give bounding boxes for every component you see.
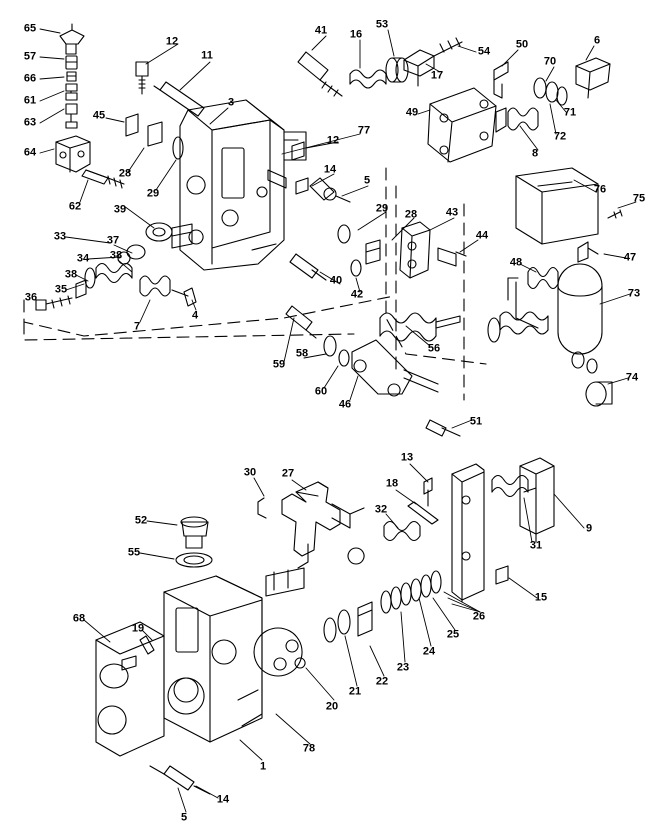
part-group-lower-linkage (258, 458, 554, 602)
callout-45: 45 (92, 109, 106, 122)
part-group-lever-spring (286, 306, 460, 436)
callout-13: 13 (400, 451, 414, 464)
callout-32: 32 (374, 503, 388, 516)
callout-17: 17 (430, 69, 444, 82)
callout-78: 78 (302, 742, 316, 755)
callout-29b: 29 (375, 202, 389, 215)
callout-65: 65 (23, 22, 37, 35)
callout-6: 6 (593, 34, 601, 47)
callout-37: 37 (106, 234, 120, 247)
callout-7: 7 (133, 320, 141, 333)
callout-5b: 5 (180, 811, 188, 824)
callout-52: 52 (134, 514, 148, 527)
callout-58: 58 (295, 347, 309, 360)
callout-16: 16 (349, 28, 363, 41)
callout-36: 36 (24, 291, 38, 304)
callout-73: 73 (627, 287, 641, 300)
part-group-upper-left (56, 24, 124, 188)
part-group-mid-right (290, 222, 466, 280)
callout-74: 74 (625, 371, 639, 384)
part-group-housing-right-small (292, 142, 350, 202)
callout-43: 43 (445, 206, 459, 219)
callout-24: 24 (422, 645, 436, 658)
callout-60: 60 (314, 385, 328, 398)
callout-22: 22 (375, 675, 389, 688)
callout-21: 21 (348, 685, 362, 698)
reference-dashed-lines (24, 168, 489, 400)
callout-38b: 38 (64, 268, 78, 281)
callout-70: 70 (543, 55, 557, 68)
callout-63: 63 (23, 116, 37, 129)
callout-72: 72 (553, 130, 567, 143)
callout-14b: 14 (216, 793, 230, 806)
callout-54: 54 (477, 45, 491, 58)
callout-51: 51 (469, 415, 483, 428)
callout-8: 8 (531, 147, 539, 160)
callout-9: 9 (585, 522, 593, 535)
part-group-top-shafts (298, 38, 462, 96)
callout-28: 28 (118, 167, 132, 180)
callout-44: 44 (475, 229, 489, 242)
callout-41: 41 (314, 24, 328, 37)
callout-12: 12 (165, 35, 179, 48)
part-group-washers-left (126, 114, 183, 159)
callout-56: 56 (427, 342, 441, 355)
part-group-right-canister (488, 168, 622, 406)
callout-20: 20 (325, 700, 339, 713)
callout-59: 59 (272, 358, 286, 371)
callout-77: 77 (357, 124, 371, 137)
lower-pump-housing (96, 576, 262, 794)
callout-34: 34 (76, 252, 90, 265)
callout-23: 23 (396, 661, 410, 674)
callout-27: 27 (281, 467, 295, 480)
callout-47: 47 (623, 251, 637, 264)
callout-53: 53 (375, 18, 389, 31)
callout-38: 38 (109, 249, 123, 262)
callout-39: 39 (113, 203, 127, 216)
callout-35: 35 (54, 283, 68, 296)
callout-5: 5 (363, 174, 371, 187)
callout-64: 64 (23, 146, 37, 159)
callout-11: 11 (201, 49, 213, 62)
callout-48: 48 (509, 256, 523, 269)
callout-49: 49 (405, 106, 419, 119)
callout-1: 1 (259, 760, 267, 773)
callout-25: 25 (446, 628, 460, 641)
callout-30: 30 (243, 466, 257, 479)
callout-33: 33 (53, 230, 67, 243)
callout-14: 14 (323, 163, 337, 176)
callout-26: 26 (472, 610, 486, 623)
main-pump-housing (180, 96, 306, 270)
callout-57: 57 (23, 50, 37, 63)
callout-19: 19 (131, 622, 145, 635)
callout-3: 3 (227, 96, 235, 109)
callout-12b: 12 (326, 134, 340, 147)
callout-46: 46 (338, 398, 352, 411)
callout-40: 40 (329, 274, 343, 287)
callout-55: 55 (127, 546, 141, 559)
callout-68: 68 (72, 612, 86, 625)
callout-18: 18 (385, 477, 399, 490)
callout-61: 61 (23, 94, 37, 107)
callout-50: 50 (515, 38, 529, 51)
part-group-bolts-top (136, 62, 204, 116)
callout-75: 75 (632, 192, 646, 205)
part-group-right-top (428, 55, 610, 162)
part-group-cover-fittings (176, 517, 212, 567)
callout-76: 76 (593, 183, 607, 196)
callout-28b: 28 (404, 208, 418, 221)
callout-31: 31 (529, 539, 543, 552)
callout-42: 42 (350, 288, 364, 301)
callout-15: 15 (534, 591, 548, 604)
callout-29: 29 (146, 187, 160, 200)
callout-4: 4 (191, 309, 199, 322)
part-group-rotor-washers (254, 566, 508, 676)
callout-66: 66 (23, 72, 37, 85)
callout-71: 71 (563, 106, 577, 119)
callout-62: 62 (68, 200, 82, 213)
